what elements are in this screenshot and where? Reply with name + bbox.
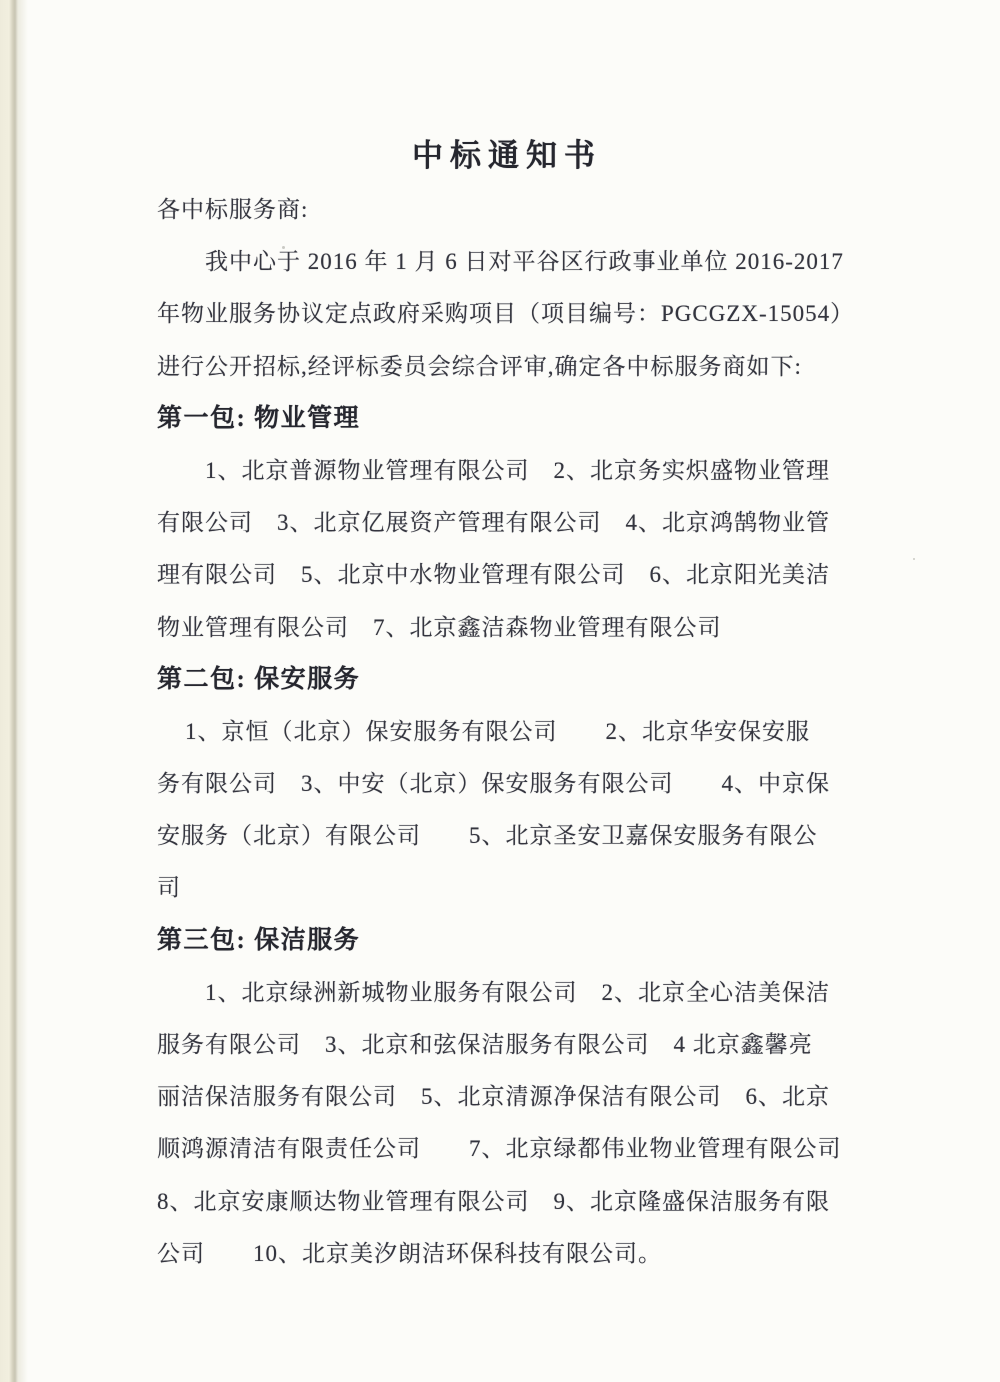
section-2-heading: 第二包: 保安服务	[157, 665, 361, 693]
section-3-line-6: 公司 10、北京美汐朗洁环保科技有限公司。	[157, 1240, 662, 1266]
intro-line-2: 年物业服务协议定点政府采购项目（项目编号：PGCGZX-15054）	[157, 301, 855, 327]
scan-speck	[913, 558, 915, 560]
document-title: 中标通知书	[412, 138, 602, 173]
section-1-line-2: 有限公司 3、北京亿展资产管理有限公司 4、北京鸿鹄物业管	[157, 510, 830, 536]
section-3-line-1: 1、北京绿洲新城物业服务有限公司 2、北京全心洁美保洁	[205, 979, 830, 1005]
section-1-heading: 第一包: 物业管理	[157, 404, 361, 432]
section-2-line-4: 司	[157, 875, 181, 901]
section-1-line-1: 1、北京普源物业管理有限公司 2、北京务实炽盛物业管理	[205, 457, 830, 483]
document-body	[157, 0, 857, 1280]
intro-line-1: 我中心于 2016 年 1 月 6 日对平谷区行政事业单位 2016-2017	[205, 249, 844, 275]
section-1-line-4: 物业管理有限公司 7、北京鑫洁森物业管理有限公司	[157, 614, 722, 640]
section-3-line-5: 8、北京安康顺达物业管理有限公司 9、北京隆盛保洁服务有限	[157, 1188, 830, 1214]
section-2-line-2: 务有限公司 3、中安（北京）保安服务有限公司 4、中京保	[157, 771, 830, 797]
section-3-heading: 第三包: 保洁服务	[157, 926, 361, 954]
salutation: 各中标服务商:	[157, 197, 309, 222]
section-3-line-3: 丽洁保洁服务有限公司 5、北京清源净保洁有限公司 6、北京	[157, 1084, 830, 1110]
section-3-line-4: 顺鸿源清洁有限责任公司 7、北京绿都伟业物业管理有限公司	[157, 1136, 842, 1162]
scan-edge-shadow	[0, 0, 28, 1382]
section-2-line-1: 1、京恒（北京）保安服务有限公司 2、北京华安保安服	[185, 718, 810, 744]
intro-line-3: 进行公开招标,经评标委员会综合评审,确定各中标服务商如下:	[157, 353, 802, 379]
section-3-line-2: 服务有限公司 3、北京和弦保洁服务有限公司 4 北京鑫馨亮	[157, 1032, 813, 1057]
section-1-line-3: 理有限公司 5、北京中水物业管理有限公司 6、北京阳光美洁	[157, 562, 830, 588]
section-2-line-3: 安服务（北京）有限公司 5、北京圣安卫嘉保安服务有限公	[157, 823, 818, 849]
